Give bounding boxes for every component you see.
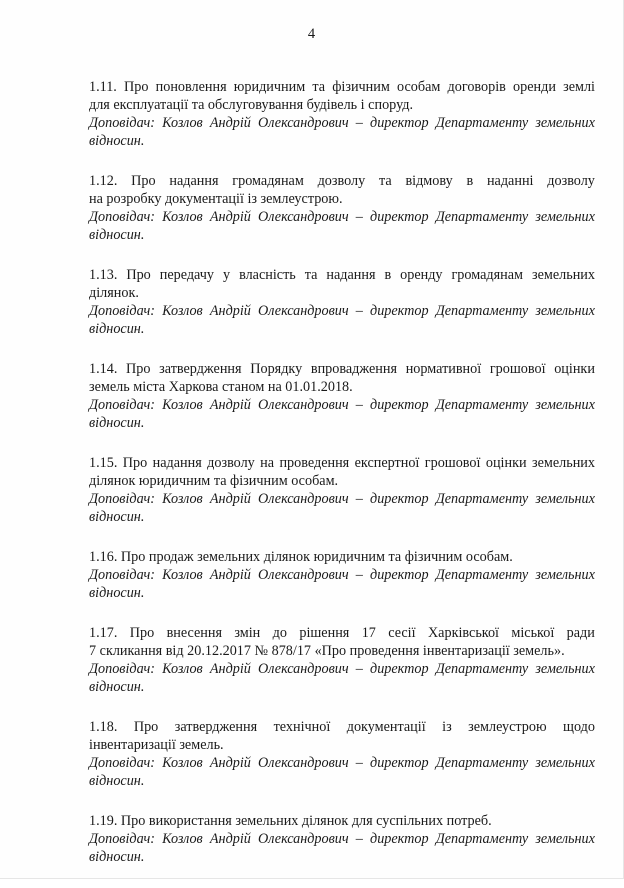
word: у (223, 267, 231, 283)
speaker-line-2: відносин. (89, 849, 145, 865)
speaker-word: земельних (535, 661, 595, 677)
word: затвердження (174, 719, 258, 735)
speaker-line-2: відносин. (89, 227, 145, 243)
speaker-word: Олександрович (258, 661, 349, 677)
speaker-line-1 (89, 114, 595, 132)
speaker-word: Доповідач: (89, 115, 155, 131)
speaker-line-2: відносин. (89, 133, 145, 149)
word: юридичним (233, 79, 306, 95)
speaker-word: директор (370, 755, 429, 771)
speaker-word: Департаменту (435, 755, 529, 771)
speaker-block (89, 396, 595, 432)
agenda-item (89, 266, 595, 338)
word: землеустрою (468, 719, 547, 735)
speaker-word: Андрій (209, 755, 251, 771)
speaker-word: Олександрович (258, 567, 349, 583)
agenda-item (89, 548, 595, 602)
word: впровадження (310, 361, 398, 377)
speaker-word: Андрій (209, 491, 251, 507)
word: земельних (531, 267, 595, 283)
word: Про (131, 173, 156, 189)
speaker-word: Олександрович (258, 303, 349, 319)
word: із (442, 719, 452, 735)
speaker-word: Департаменту (435, 115, 529, 131)
speaker-line-2: відносин. (89, 509, 145, 525)
item-title-line-2: 1.19. Про використання земельних ділянок для суспільних потреб. (89, 813, 492, 829)
speaker-word: Козлов (162, 831, 203, 847)
speaker-word: Козлов (162, 491, 203, 507)
word: та (378, 173, 392, 189)
speaker-word: Андрій (209, 567, 251, 583)
speaker-word: Андрій (209, 115, 251, 131)
agenda-item (89, 718, 595, 790)
agenda-list (89, 78, 595, 888)
speaker-word: директор (370, 303, 429, 319)
agenda-item (89, 624, 595, 696)
speaker-line-1 (89, 396, 595, 414)
agenda-item (89, 172, 595, 244)
speaker-word: Козлов (162, 567, 203, 583)
speaker-word: Козлов (162, 115, 203, 131)
speaker-line-1 (89, 566, 595, 584)
speaker-word: Департаменту (435, 567, 529, 583)
item-title-line-2: ділянок. (89, 285, 139, 301)
speaker-word: Козлов (162, 661, 203, 677)
word: Про (122, 455, 148, 471)
speaker-word: Доповідач: (89, 831, 155, 847)
speaker-block (89, 660, 595, 696)
word: рішення (299, 625, 350, 641)
speaker-word: – (355, 115, 363, 131)
speaker-word: земельних (535, 755, 595, 771)
speaker-block (89, 114, 595, 150)
speaker-word: – (355, 831, 363, 847)
speaker-word: земельних (535, 397, 595, 413)
word: наданні (486, 173, 534, 189)
speaker-word: – (355, 567, 363, 583)
speaker-word: директор (370, 491, 429, 507)
speaker-word: Козлов (162, 755, 203, 771)
agenda-item (89, 78, 595, 150)
speaker-line-1 (89, 208, 595, 226)
speaker-word: Олександрович (258, 115, 349, 131)
word: поновлення (155, 79, 227, 95)
word: Порядку (250, 361, 303, 377)
speaker-word: Олександрович (258, 755, 349, 771)
word: 1.17. (89, 625, 118, 641)
speaker-word: Департаменту (435, 831, 529, 847)
speaker-word: директор (370, 209, 429, 225)
speaker-word: Олександрович (258, 209, 349, 225)
item-title-line-2: на розробку документації із землеустрою. (89, 191, 343, 207)
speaker-word: Олександрович (258, 397, 349, 413)
speaker-word: Козлов (162, 209, 203, 225)
speaker-word: земельних (535, 303, 595, 319)
speaker-line-2: відносин. (89, 585, 145, 601)
speaker-word: Доповідач: (89, 661, 155, 677)
agenda-item (89, 812, 595, 866)
word: Харківської (427, 625, 499, 641)
speaker-word: директор (370, 567, 429, 583)
word: грошової (489, 361, 546, 377)
speaker-word: Доповідач: (89, 491, 155, 507)
word: оцінки (554, 361, 595, 377)
speaker-word: директор (370, 115, 429, 131)
item-title-line-2: земель міста Харкова станом на 01.01.2018. (89, 379, 353, 395)
speaker-word: – (355, 661, 363, 677)
item-title-line-1 (89, 172, 595, 190)
word: земельних (531, 455, 595, 471)
speaker-word: Департаменту (435, 661, 529, 677)
word: Про (126, 361, 151, 377)
speaker-line-1 (89, 660, 595, 678)
word: технічної (273, 719, 331, 735)
speaker-word: Департаменту (435, 491, 529, 507)
speaker-word: директор (370, 831, 429, 847)
speaker-word: – (355, 491, 363, 507)
speaker-word: земельних (535, 209, 595, 225)
word: дозволу (207, 455, 255, 471)
word: дозволу (317, 173, 366, 189)
speaker-word: Козлов (162, 397, 203, 413)
speaker-line-2: відносин. (89, 773, 145, 789)
item-title-line-1 (89, 266, 595, 284)
word: Про (133, 719, 159, 735)
word: експертної (354, 455, 420, 471)
item-title-line-2: інвентаризації земель. (89, 737, 224, 753)
word: 1.14. (89, 361, 118, 377)
speaker-block (89, 208, 595, 244)
speaker-word: – (355, 397, 363, 413)
agenda-item (89, 454, 595, 526)
agenda-item (89, 360, 595, 432)
word: землі (563, 79, 595, 95)
speaker-word: Олександрович (258, 831, 349, 847)
word: надання (152, 455, 202, 471)
word: 17 (361, 625, 376, 641)
word: 1.11. (89, 79, 117, 95)
word: оренду (400, 267, 443, 283)
word: та (312, 79, 326, 95)
word: передачу (159, 267, 215, 283)
word: затвердження (159, 361, 242, 377)
word: 1.12. (89, 173, 118, 189)
speaker-word: директор (370, 397, 429, 413)
word: внесення (166, 625, 222, 641)
word: оцінки (485, 455, 527, 471)
word: Про (129, 625, 155, 641)
speaker-block (89, 754, 595, 790)
item-title-line-2: 1.16. Про продаж земельних ділянок юридичним та фізичним особам. (89, 549, 513, 565)
item-title-line-2: 7 скликання від 20.12.2017 № 878/17 «Про проведення інвентаризації земель». (89, 643, 565, 659)
word: в (466, 173, 474, 189)
speaker-word: Департаменту (435, 303, 529, 319)
speaker-word: Доповідач: (89, 397, 155, 413)
speaker-word: Доповідач: (89, 209, 155, 225)
speaker-word: Департаменту (435, 209, 529, 225)
speaker-line-1 (89, 302, 595, 320)
word: проведення (279, 455, 350, 471)
speaker-block (89, 490, 595, 526)
speaker-word: Андрій (209, 303, 251, 319)
word: Про (126, 267, 151, 283)
word: нормативної (405, 361, 482, 377)
word: особам (397, 79, 441, 95)
speaker-word: Андрій (209, 661, 251, 677)
word: Про (124, 79, 149, 95)
word: документації (346, 719, 426, 735)
word: фізичним (332, 79, 390, 95)
speaker-word: Андрій (209, 209, 251, 225)
speaker-line-1 (89, 754, 595, 772)
word: громадянам (451, 267, 524, 283)
speaker-word: Доповідач: (89, 303, 155, 319)
word: в (384, 267, 392, 283)
word: на (260, 455, 275, 471)
word: надання (326, 267, 376, 283)
word: оренди (513, 79, 556, 95)
speaker-word: земельних (535, 831, 595, 847)
item-title-line-1 (89, 624, 595, 642)
word: договорів (447, 79, 506, 95)
speaker-line-1 (89, 830, 595, 848)
word: 1.13. (89, 267, 118, 283)
item-title-line-1 (89, 78, 595, 96)
word: грошової (424, 455, 481, 471)
speaker-word: земельних (535, 491, 595, 507)
speaker-word: Андрій (209, 831, 251, 847)
speaker-word: Козлов (162, 303, 203, 319)
word: міської (511, 625, 555, 641)
item-title-line-1 (89, 360, 595, 378)
word: 1.15. (89, 455, 118, 471)
item-title-line-2: для експлуатації та обслуговування будівель і споруд. (89, 97, 414, 113)
speaker-word: Департаменту (435, 397, 529, 413)
word: ради (566, 625, 595, 641)
word: сесії (388, 625, 416, 641)
speaker-line-2: відносин. (89, 679, 145, 695)
speaker-line-2: відносин. (89, 415, 145, 431)
word: дозволу (547, 173, 595, 189)
speaker-block (89, 830, 595, 866)
word: відмову (405, 173, 453, 189)
word: громадянам (232, 173, 304, 189)
speaker-word: Доповідач: (89, 567, 155, 583)
word: до (272, 625, 287, 641)
word: змін (234, 625, 261, 641)
speaker-line-1 (89, 490, 595, 508)
speaker-block (89, 302, 595, 338)
speaker-block (89, 566, 595, 602)
speaker-word: Олександрович (258, 491, 349, 507)
word: щодо (563, 719, 595, 735)
speaker-word: Доповідач: (89, 755, 155, 771)
word: 1.18. (89, 719, 118, 735)
speaker-line-2: відносин. (89, 321, 145, 337)
speaker-word: – (355, 755, 363, 771)
item-title-line-1 (89, 718, 595, 736)
speaker-word: – (355, 209, 363, 225)
speaker-word: – (355, 303, 363, 319)
speaker-word: земельних (535, 567, 595, 583)
speaker-word: директор (370, 661, 429, 677)
item-title-line-2: ділянок юридичним та фізичним особам. (89, 473, 339, 489)
item-title-line-1 (89, 454, 595, 472)
page-number: 4 (307, 26, 316, 42)
word: надання (169, 173, 219, 189)
speaker-word: земельних (535, 115, 595, 131)
speaker-word: Андрій (209, 397, 251, 413)
word: власність (239, 267, 296, 283)
word: та (304, 267, 318, 283)
